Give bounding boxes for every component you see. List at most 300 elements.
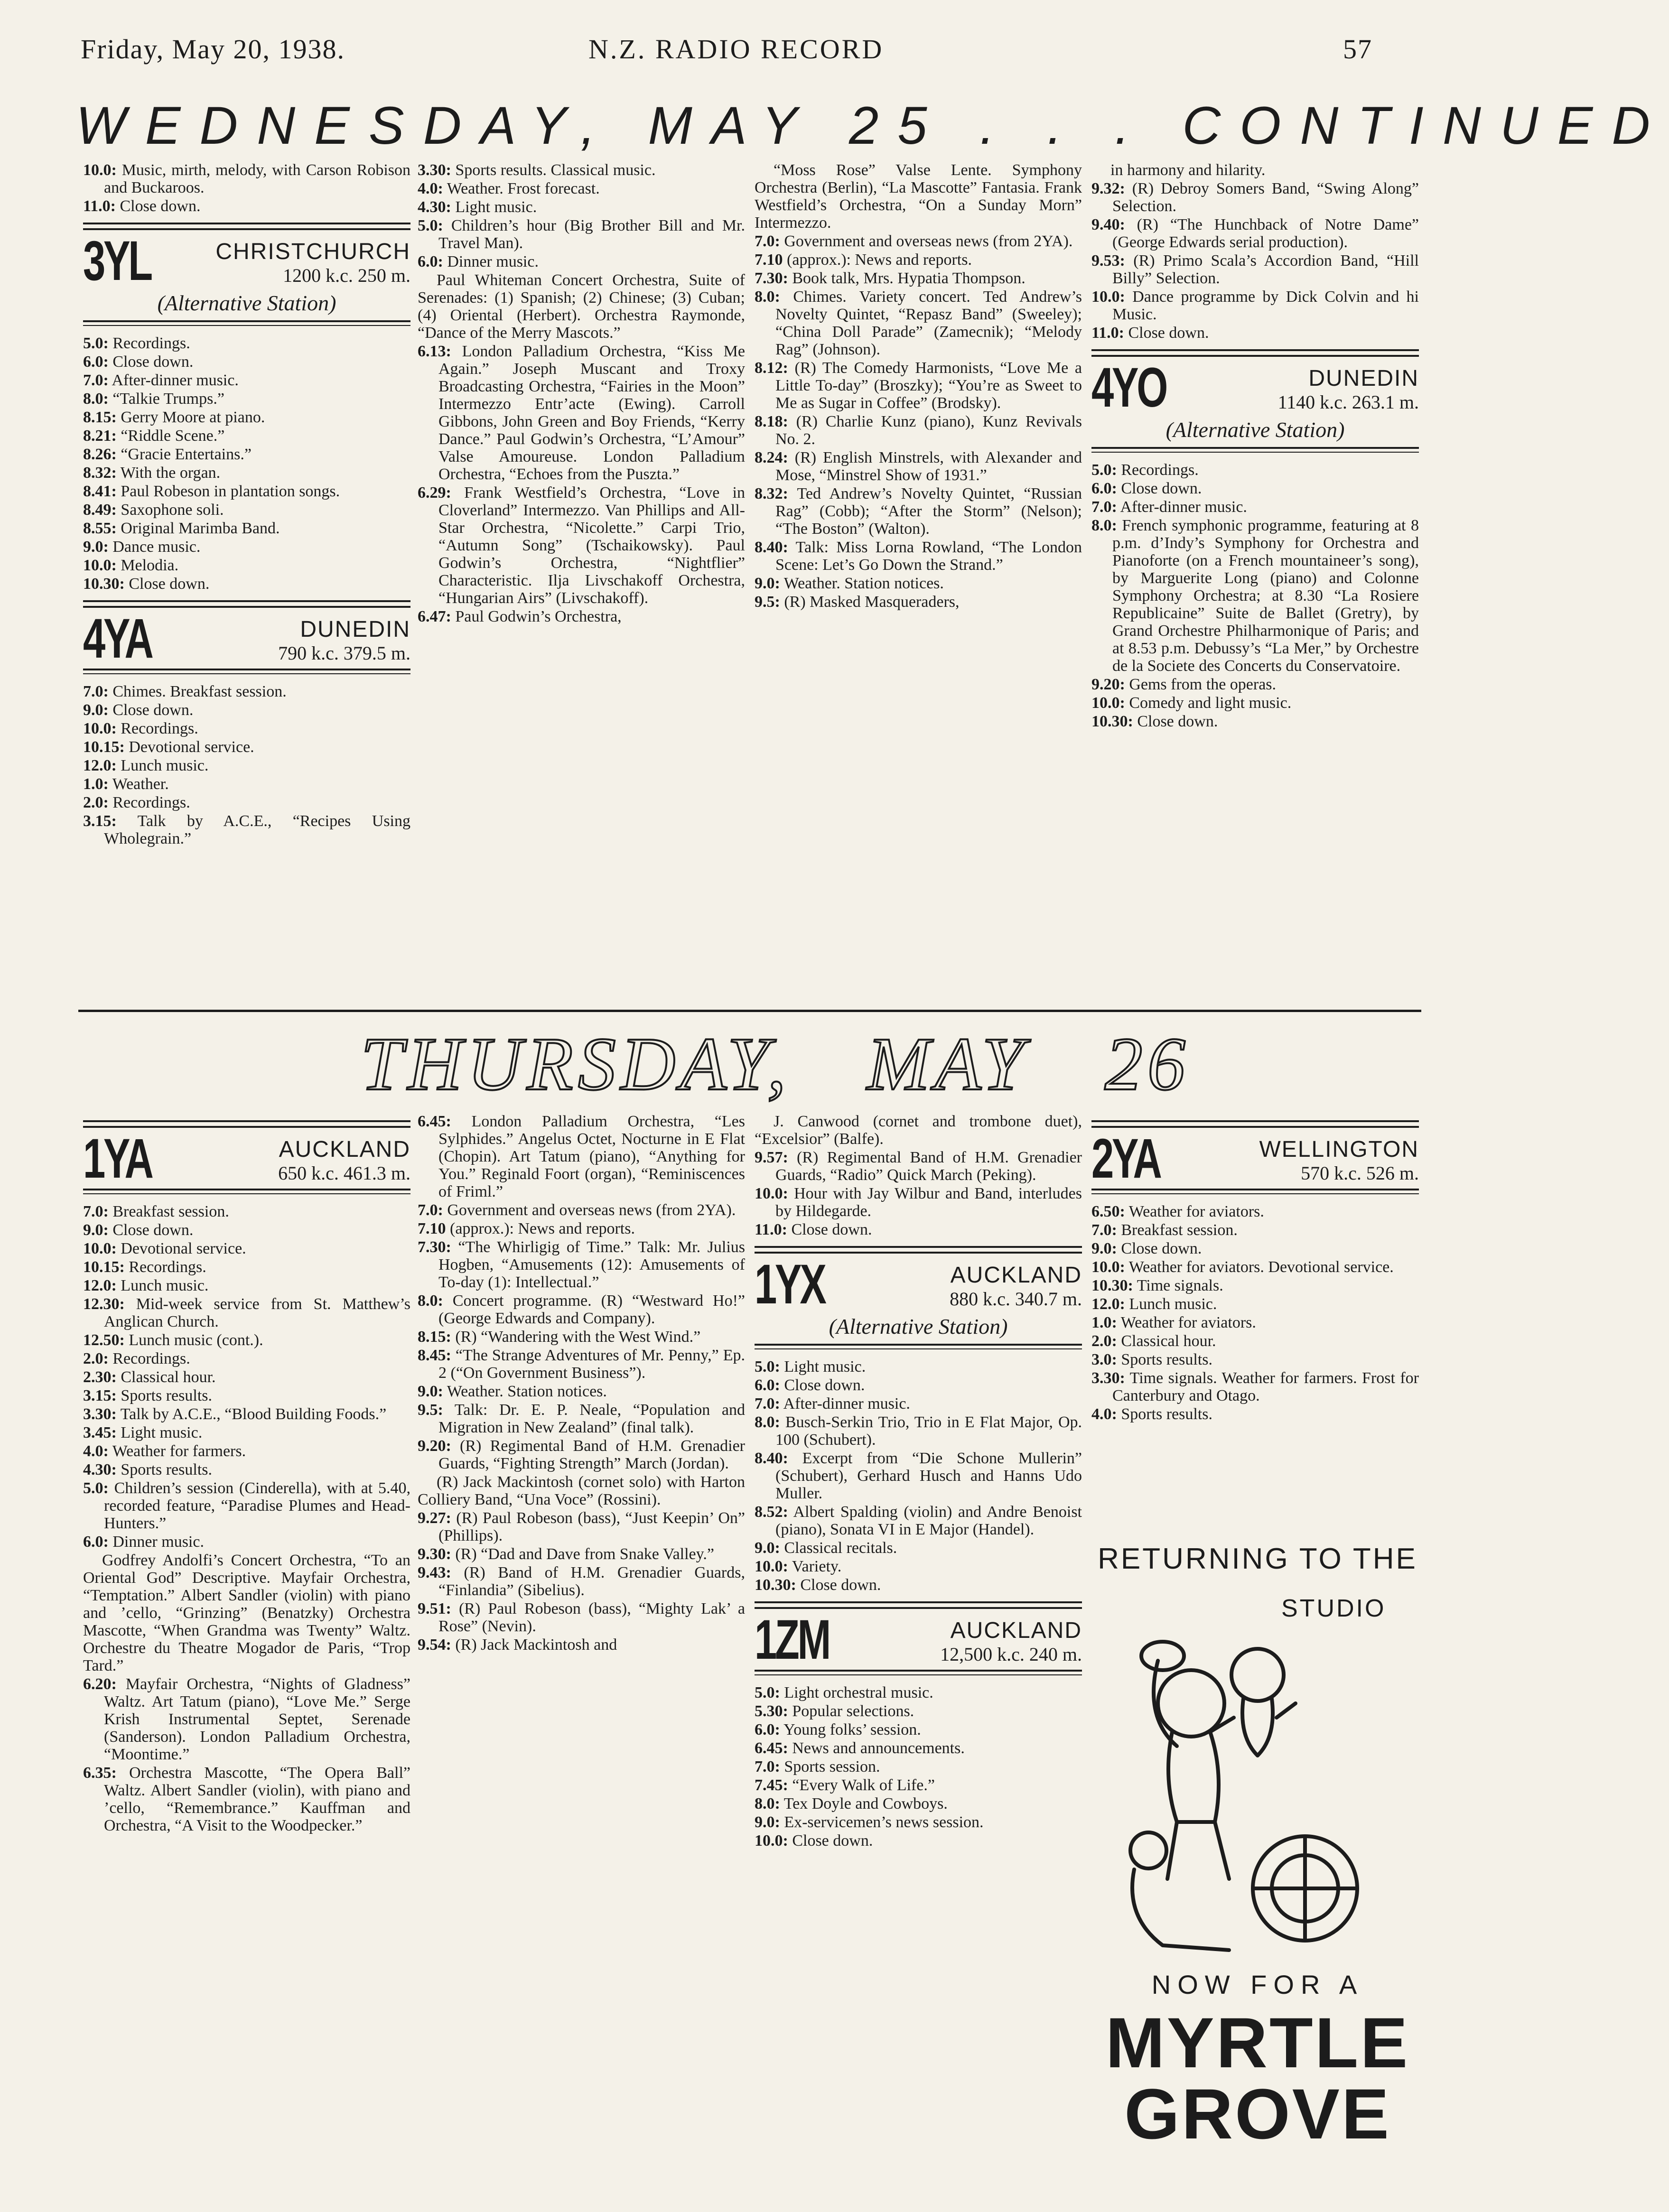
programme-entry [418, 1564, 745, 1599]
entry-time: 8.15: [418, 1328, 451, 1346]
entry-text: Godfrey Andolfi’s Concert Orchestra, “To an Oriental God” Descriptive. Mayfair Orchestra, “Temptation.” Albert Sandler (violin) with piano and ’cello, “Grinzing” (Benatzky) Orchestra Mascotte, “When Grandma was Twenty” Waltz. Orchestre du Theatre Mogador de Paris, “Trop Tard.” [83, 1552, 410, 1674]
entry-time: 5.0: [83, 1479, 109, 1497]
programme-entry [83, 1203, 410, 1220]
programme-entry [83, 1764, 410, 1834]
entry-text: Recordings. [129, 1258, 206, 1276]
programme-entry [1091, 324, 1419, 342]
entry-time: 7.0: [755, 232, 780, 250]
entry-time: 2.30: [83, 1368, 117, 1386]
programme-entry [83, 1424, 410, 1441]
programme-entry [1091, 1351, 1419, 1368]
programme-entry [1091, 1240, 1419, 1257]
entry-text: Breakfast session. [112, 1203, 229, 1220]
wednesday-banner: WEDNESDAY, MAY 25 . . . CONTINUED [76, 96, 1669, 155]
programme-entry [755, 1558, 1082, 1575]
entry-text: Dinner music. [447, 253, 539, 270]
entry-text: Weather. Station notices. [783, 575, 944, 592]
station-city: AUCKLAND [279, 1137, 410, 1162]
entry-text: (R) The Comedy Harmonists, “Love Me a Little To-day” (Broszky); “You’re as Sweet to Me as Sugar in Coffee” (Brodsky). [775, 359, 1082, 412]
programme-entry [418, 1437, 745, 1472]
programme-entry [83, 446, 410, 463]
entry-time: 6.0: [755, 1721, 780, 1738]
programme-entry [755, 359, 1082, 412]
programme-entry [83, 1258, 410, 1276]
programme-entry [755, 1795, 1082, 1812]
entry-time: 8.12: [755, 359, 788, 377]
entry-text: Children’s session (Cinderella), with at 5.40, recorded feature, “Paradise Plumes and Head-Hunters.” [104, 1479, 411, 1532]
programme-entry [755, 449, 1082, 484]
station-block-1yx [755, 1246, 1082, 1349]
entry-text: Close down. [112, 1221, 194, 1239]
programme-entry [1091, 216, 1419, 251]
thursday-banner [361, 1020, 1357, 1108]
entry-text: Dinner music. [112, 1533, 204, 1551]
station-callsign: 3YL [83, 230, 151, 292]
station-block-1ya [83, 1120, 410, 1194]
programme-entry [418, 1220, 745, 1237]
entry-text: Dance programme by Dick Colvin and hi Music. [1112, 288, 1419, 323]
entry-time: 7.0: [83, 1203, 109, 1220]
programme-entry [755, 1413, 1082, 1449]
entry-time: 7.0: [1091, 498, 1117, 516]
programme-entry [418, 271, 745, 342]
programme-entry [1091, 461, 1419, 479]
entry-text: (R) Regimental Band of H.M. Grenadier Guards, “Radio” Quick March (Peking). [775, 1149, 1082, 1184]
station-callsign: 1YA [83, 1127, 152, 1190]
entry-time: 6.35: [83, 1764, 117, 1782]
station-block-3yl [83, 223, 410, 326]
entry-text: Devotional service. [129, 738, 254, 756]
entry-text: (R) Regimental Band of H.M. Grenadier Guards, “Fighting Strength” March (Jordan). [438, 1437, 745, 1472]
station-alternative-label: (Alternative Station) [829, 1314, 1008, 1338]
entry-text: J. Canwood (cornet and trombone duet), “Excelsior” (Balfe). [755, 1113, 1082, 1148]
entry-text: (R) Paul Robeson (bass), “Mighty Lak’ a Rose” (Nevin). [438, 1600, 745, 1635]
entry-time: 1.0: [83, 775, 109, 793]
programme-entry [83, 520, 410, 537]
entry-text: Paul Robeson in plantation songs. [121, 483, 340, 500]
programme-entry [83, 683, 410, 700]
advert-now-for-a: NOW FOR A [1151, 1970, 1364, 1999]
entry-time: 7.45: [755, 1776, 788, 1794]
entry-time: 7.10 [755, 251, 783, 269]
entry-text: (R) Paul Robeson (bass), “Just Keepin’ On” (Phillips). [438, 1509, 746, 1544]
entry-time: 10.0: [1091, 288, 1125, 306]
entry-text: Government and overseas news (from 2YA). [447, 1201, 736, 1219]
entry-time: 8.0: [755, 1795, 780, 1812]
entry-time: 9.5: [418, 1401, 443, 1419]
entry-text: Variety. [792, 1558, 842, 1575]
entry-time: 7.0: [83, 683, 109, 700]
station-rule [1091, 447, 1419, 453]
entry-time: 10.15: [83, 738, 125, 756]
entry-time: 10.30: [1091, 713, 1133, 730]
programme-entry [83, 757, 410, 774]
programme-entry [755, 1376, 1082, 1394]
thursday-day: THURSDAY, [361, 1022, 791, 1106]
programme-entry [1091, 1277, 1419, 1294]
entry-time: 6.45: [755, 1739, 788, 1757]
entry-time: 7.10 [418, 1220, 446, 1237]
entry-text: Light music. [121, 1424, 203, 1441]
station-block-4ya [83, 600, 410, 674]
entry-text: (R) Jack Mackintosh and [455, 1636, 617, 1654]
entry-time: 8.0: [755, 288, 780, 306]
programme-entry [1091, 1203, 1419, 1220]
entry-text: Paul Godwin’s Orchestra, [455, 608, 622, 625]
programme-entry [1091, 1332, 1419, 1350]
programme-entry [83, 557, 410, 574]
entry-time: 8.55: [83, 520, 117, 537]
entry-time: 9.40: [1091, 216, 1125, 233]
entry-text: (R) Band of H.M. Grenadier Guards, “Finlandia” (Sibelius). [438, 1564, 745, 1599]
entry-text: (R) “Dad and Dave from Snake Valley.” [455, 1545, 715, 1563]
station-frequency: 790 k.c. 379.5 m. [278, 642, 410, 664]
entry-text: Light music. [784, 1358, 866, 1376]
entry-time: 3.0: [1091, 1351, 1117, 1368]
entry-time: 2.0: [1091, 1332, 1117, 1350]
entry-text: Popular selections. [792, 1702, 914, 1720]
entry-time: 7.0: [755, 1758, 780, 1775]
programme-entry [83, 1295, 410, 1330]
entry-time: 8.26: [83, 446, 117, 463]
entry-text: Close down. [129, 575, 210, 593]
programme-entry [83, 1368, 410, 1386]
programme-entry [83, 1405, 410, 1423]
entry-text: (approx.): News and reports. [787, 251, 972, 269]
entry-text: (R) “The Hunchback of Notre Dame” (George Edwards serial production). [1112, 216, 1419, 251]
programme-entry [418, 180, 745, 197]
thursday-column-4 [1091, 1113, 1419, 1424]
entry-time: 10.0: [83, 557, 117, 574]
entry-text: Close down. [1121, 1240, 1202, 1257]
entry-time: 6.0: [755, 1376, 780, 1394]
programme-entry [755, 1503, 1082, 1538]
entry-text: Talk by A.C.E., “Blood Building Foods.” [120, 1405, 387, 1423]
programme-entry [83, 775, 410, 793]
station-callsign: 2YA [1091, 1127, 1160, 1190]
entry-text: Talk: Dr. E. P. Neale, “Population and Migration in New Zealand” (final talk). [438, 1401, 745, 1436]
entry-text: Albert Spalding (violin) and Andre Benoist (piano), Sonata VI in E Major (Handel). [775, 1503, 1082, 1538]
wednesday-column-4 [1091, 161, 1419, 731]
entry-time: 9.54: [418, 1636, 451, 1654]
entry-time: 6.13: [418, 343, 451, 360]
programme-entry [755, 288, 1082, 358]
programme-entry [1091, 713, 1419, 730]
entry-time: 8.21: [83, 427, 117, 445]
entry-time: 11.0: [755, 1221, 787, 1238]
entry-text: Ex-servicemen’s news session. [784, 1813, 984, 1831]
station-city: DUNEDIN [1308, 366, 1419, 391]
thursday-column-3 [755, 1113, 1082, 1850]
entry-time: 6.50: [1091, 1203, 1125, 1220]
programme-entry [418, 343, 745, 483]
entry-time: 10.0: [83, 1240, 117, 1257]
entry-time: 4.30: [83, 1461, 117, 1478]
programme-entry [418, 1636, 745, 1654]
entry-text: Recordings. [1121, 461, 1199, 479]
entry-text: Recordings. [112, 1350, 190, 1367]
entry-time: 8.24: [755, 449, 788, 466]
entry-time: 3.15: [83, 1387, 117, 1404]
programme-entry [1091, 180, 1419, 215]
entry-text: Weather for aviators. [1120, 1314, 1256, 1331]
programme-entry [418, 198, 745, 216]
programme-entry [755, 1684, 1082, 1701]
entry-time: 9.30: [418, 1545, 451, 1563]
programme-entry [418, 1201, 745, 1219]
programme-entry [1091, 161, 1419, 179]
entry-time: 12.0: [83, 1277, 117, 1294]
entry-text: Talk: Miss Lorna Rowland, “The London Scene: Let’s Go Down the Strand.” [775, 539, 1082, 574]
entry-time: 9.27: [418, 1509, 451, 1527]
station-block-2ya [1091, 1120, 1419, 1194]
entry-time: 8.49: [83, 501, 117, 519]
programme-entry [1091, 1258, 1419, 1276]
entry-text: “Moss Rose” Valse Lente. Symphony Orchestra (Berlin), “La Mascotte” Fantasia. Frank Westfield’s Orchestra, “On a Sunday Morn” Intermezzo. [755, 161, 1082, 232]
header-publication: N.Z. RADIO RECORD [588, 34, 884, 65]
entry-text: Original Marimba Band. [121, 520, 280, 537]
entry-text: Excerpt from “Die Schone Mullerin” (Schubert), Gerhard Husch and Hanns Udo Muller. [775, 1450, 1082, 1502]
station-frequency: 1140 k.c. 263.1 m. [1277, 391, 1419, 413]
entry-time: 3.30: [1091, 1369, 1125, 1387]
programme-entry [755, 1539, 1082, 1557]
programme-entry [1091, 1405, 1419, 1423]
entry-time: 9.5: [755, 593, 780, 611]
programme-entry [1091, 517, 1419, 675]
entry-text: Hour with Jay Wilbur and Band, interludes by Hildegarde. [775, 1185, 1082, 1220]
entry-text: Close down. [1128, 324, 1209, 342]
entry-text: (R) “Wandering with the West Wind.” [455, 1328, 701, 1346]
entry-time: 5.0: [1091, 461, 1117, 479]
programme-entry [83, 812, 410, 847]
programme-entry [755, 1702, 1082, 1720]
entry-text: “Riddle Scene.” [121, 427, 225, 445]
entry-text: Tex Doyle and Cowboys. [783, 1795, 948, 1812]
entry-time: 7.0: [418, 1201, 443, 1219]
station-frequency: 880 k.c. 340.7 m. [950, 1288, 1082, 1310]
station-frequency: 570 k.c. 526 m. [1301, 1162, 1419, 1184]
entry-text: “The Whirligig of Time.” Talk: Mr. Julius Hogben, “Amusements (12): Amusements of To-day (1): Intellectual.” [438, 1238, 746, 1291]
entry-text: Breakfast session. [1121, 1221, 1238, 1239]
entry-text: Recordings. [112, 335, 190, 352]
header-page-number: 57 [1343, 34, 1372, 65]
programme-entry [83, 483, 410, 500]
programme-entry [418, 1113, 745, 1200]
programme-entry [418, 484, 745, 607]
entry-text: Light music. [455, 198, 537, 216]
station-frequency: 1200 k.c. 250 m. [283, 265, 410, 286]
entry-text: Gems from the operas. [1129, 676, 1277, 693]
programme-entry [755, 1721, 1082, 1738]
programme-entry [418, 1383, 745, 1400]
programme-entry [1091, 1314, 1419, 1331]
entry-text: Close down. [1137, 713, 1218, 730]
station-rule [755, 1246, 1082, 1254]
entry-text: Sports results. Classical music. [455, 161, 656, 179]
entry-time: 10.0: [83, 720, 117, 737]
entry-time: 2.0: [83, 794, 109, 811]
entry-text: News and announcements. [792, 1739, 965, 1757]
entry-text: (R) Charlie Kunz (piano), Kunz Revivals No. 2. [775, 413, 1082, 448]
entry-text: Government and overseas news (from 2YA). [784, 232, 1073, 250]
programme-entry [83, 409, 410, 426]
programme-entry [83, 1675, 410, 1763]
station-callsign: 1ZM [755, 1608, 829, 1671]
programme-entry [83, 794, 410, 811]
entry-text: “The Strange Adventures of Mr. Penny,” Ep. 2 (“On Government Business”). [438, 1347, 746, 1382]
entry-time: 10.30: [1091, 1277, 1133, 1294]
entry-time: 12.0: [83, 757, 117, 774]
programme-entry [83, 390, 410, 408]
entry-time: 3.30: [83, 1405, 117, 1423]
programme-entry [755, 161, 1082, 232]
programme-entry [418, 1328, 745, 1346]
entry-text: Sports results. [1121, 1351, 1213, 1368]
programme-entry [418, 1347, 745, 1382]
station-frequency: 12,500 k.c. 240 m. [940, 1644, 1082, 1665]
programme-entry [755, 1576, 1082, 1594]
thursday-column-1 [83, 1113, 410, 1835]
programme-entry [755, 270, 1082, 287]
entry-time: 7.0: [755, 1395, 780, 1413]
entry-time: 8.15: [83, 409, 117, 426]
entry-text: Weather. Station notices. [447, 1383, 607, 1400]
entry-time: 6.0: [83, 1533, 109, 1551]
programme-entry [755, 1739, 1082, 1757]
station-rule [83, 223, 410, 230]
programme-entry [755, 232, 1082, 250]
entry-time: 10.0: [1091, 694, 1125, 712]
programme-entry [1091, 498, 1419, 516]
station-rule [1091, 1120, 1419, 1128]
entry-time: 8.52: [755, 1503, 788, 1521]
programme-entry [418, 161, 745, 179]
programme-entry [83, 335, 410, 352]
programme-entry [83, 1277, 410, 1294]
programme-entry [418, 1600, 745, 1635]
station-rule [1091, 349, 1419, 357]
entry-time: 9.0: [755, 575, 780, 592]
station-rule [755, 1601, 1082, 1609]
entry-text: Dance music. [112, 538, 201, 556]
entry-text: Devotional service. [121, 1240, 246, 1257]
programme-entry [83, 197, 410, 215]
entry-text: Chimes. Variety concert. Ted Andrew’s Novelty Quintet, “Repasz Band” (Sweeley); “China Doll Parade” (Zamecnik); “Melody Rag” (Johnson). [775, 288, 1082, 358]
entry-time: 10.0: [83, 161, 117, 179]
entry-time: 8.40: [755, 539, 788, 556]
entry-time: 7.30: [755, 270, 788, 287]
entry-text: Paul Whiteman Concert Orchestra, Suite of Serenades: (1) Spanish; (2) Chinese; (3) Cuban; (4) Oriental (Herbert). Orchestra Raymonde, “Dance of the Merry Mascots.” [418, 271, 745, 342]
entry-text: (R) Primo Scala’s Accordion Band, “Hill Billy” Selection. [1112, 252, 1419, 287]
station-callsign: 4YA [83, 607, 152, 670]
entry-text: Lunch music. [121, 1277, 209, 1294]
entry-time: 6.0: [418, 253, 443, 270]
thursday-month: MAY [867, 1022, 1029, 1106]
entry-time: 10.15: [83, 1258, 125, 1276]
entry-time: 8.32: [755, 485, 788, 502]
entry-text: Mid-week service from St. Matthew’s Anglican Church. [104, 1295, 410, 1330]
entry-time: 10.0: [1091, 1258, 1125, 1276]
programme-entry [755, 1813, 1082, 1831]
myrtle-grove-advert [1091, 1542, 1424, 2197]
station-block-1zm [755, 1601, 1082, 1675]
programme-entry [83, 701, 410, 719]
station-rule [83, 320, 410, 326]
station-city: DUNEDIN [300, 617, 410, 642]
entry-time: 9.0: [755, 1813, 780, 1831]
entry-time: 1.0: [1091, 1314, 1117, 1331]
programme-entry [755, 1450, 1082, 1502]
entry-time: 7.0: [83, 372, 109, 389]
entry-time: 6.47: [418, 608, 451, 625]
programme-entry [418, 1401, 745, 1436]
entry-text: Weather for aviators. [1128, 1203, 1264, 1220]
programme-entry [83, 1442, 410, 1460]
entry-text: Frank Westfield’s Orchestra, “Love in Cloverland” Intermezzo. Van Phillips and All-Star Orchestra, “Nicolette.” Carpi Trio, “Autumn Song” (Tschaikowsky). Paul Godwin’s Orchestra, “Nightflier” Characteristic. Ilja Livschakoff Orchestra, “Hungarian Airs” (Livschakoff). [438, 484, 746, 607]
entry-time: 10.0: [755, 1558, 788, 1575]
entry-time: 10.30: [755, 1576, 796, 1594]
wednesday-column-2 [418, 161, 745, 626]
entry-time: 12.0: [1091, 1295, 1125, 1313]
entry-time: 8.32: [83, 464, 117, 482]
entry-text: “Gracie Entertains.” [121, 446, 252, 463]
entry-text: “Every Walk of Life.” [792, 1776, 935, 1794]
entry-time: 3.15: [83, 812, 117, 830]
programme-entry [755, 1221, 1082, 1238]
entry-time: 10.0: [755, 1185, 788, 1202]
entry-text: Recordings. [112, 794, 190, 811]
programme-entry [83, 372, 410, 389]
programme-entry [418, 608, 745, 625]
entry-time: 9.53: [1091, 252, 1125, 270]
entry-text: Sports results. [121, 1461, 213, 1478]
entry-text: Comedy and light music. [1129, 694, 1292, 712]
entry-time: 4.0: [1091, 1405, 1117, 1423]
entry-text: Close down. [120, 197, 201, 215]
programme-entry [83, 427, 410, 445]
entry-text: Weather. [112, 775, 169, 793]
thursday-column-2 [418, 1113, 745, 1654]
entry-text: Lunch music. [121, 757, 209, 774]
advert-studio: STUDIO [1281, 1595, 1386, 1622]
entry-time: 9.20: [1091, 676, 1125, 693]
entry-text: Sports session. [784, 1758, 880, 1775]
programme-entry [755, 1185, 1082, 1220]
header-date: Friday, May 20, 1938. [81, 34, 345, 65]
entry-time: 8.0: [755, 1413, 780, 1431]
programme-entry [83, 1552, 410, 1674]
programme-entry [83, 1461, 410, 1478]
programme-entry [83, 720, 410, 737]
station-rule [83, 1120, 410, 1128]
entry-time: 9.0: [83, 701, 109, 719]
programme-entry [83, 353, 410, 371]
entry-text: Close down. [800, 1576, 881, 1594]
entry-time: 2.0: [83, 1350, 109, 1367]
entry-text: Ted Andrew’s Novelty Quintet, “Russian Rag” (Cobb); “After the Storm” (Nelson); “The Boston” (Walton). [775, 485, 1082, 538]
entry-time: 8.45: [418, 1347, 451, 1364]
programme-entry [418, 1545, 745, 1563]
entry-time: 8.41: [83, 483, 117, 500]
entry-text: Orchestra Mascotte, “The Opera Ball” Waltz. Albert Sandler (violin), with piano and ’cello, “Remembrance.” Kauffman and Orchestra, “A Visit to the Woodpecker.” [104, 1764, 410, 1834]
entry-time: 3.45: [83, 1424, 117, 1441]
station-city: AUCKLAND [950, 1618, 1082, 1643]
programme-entry [83, 1533, 410, 1551]
entry-text: Young folks’ session. [783, 1721, 921, 1738]
programme-entry [755, 1395, 1082, 1413]
entry-text: Concert programme. (R) “Westward Ho!” (George Edwards and Company). [438, 1292, 745, 1327]
programme-entry [755, 593, 1082, 611]
